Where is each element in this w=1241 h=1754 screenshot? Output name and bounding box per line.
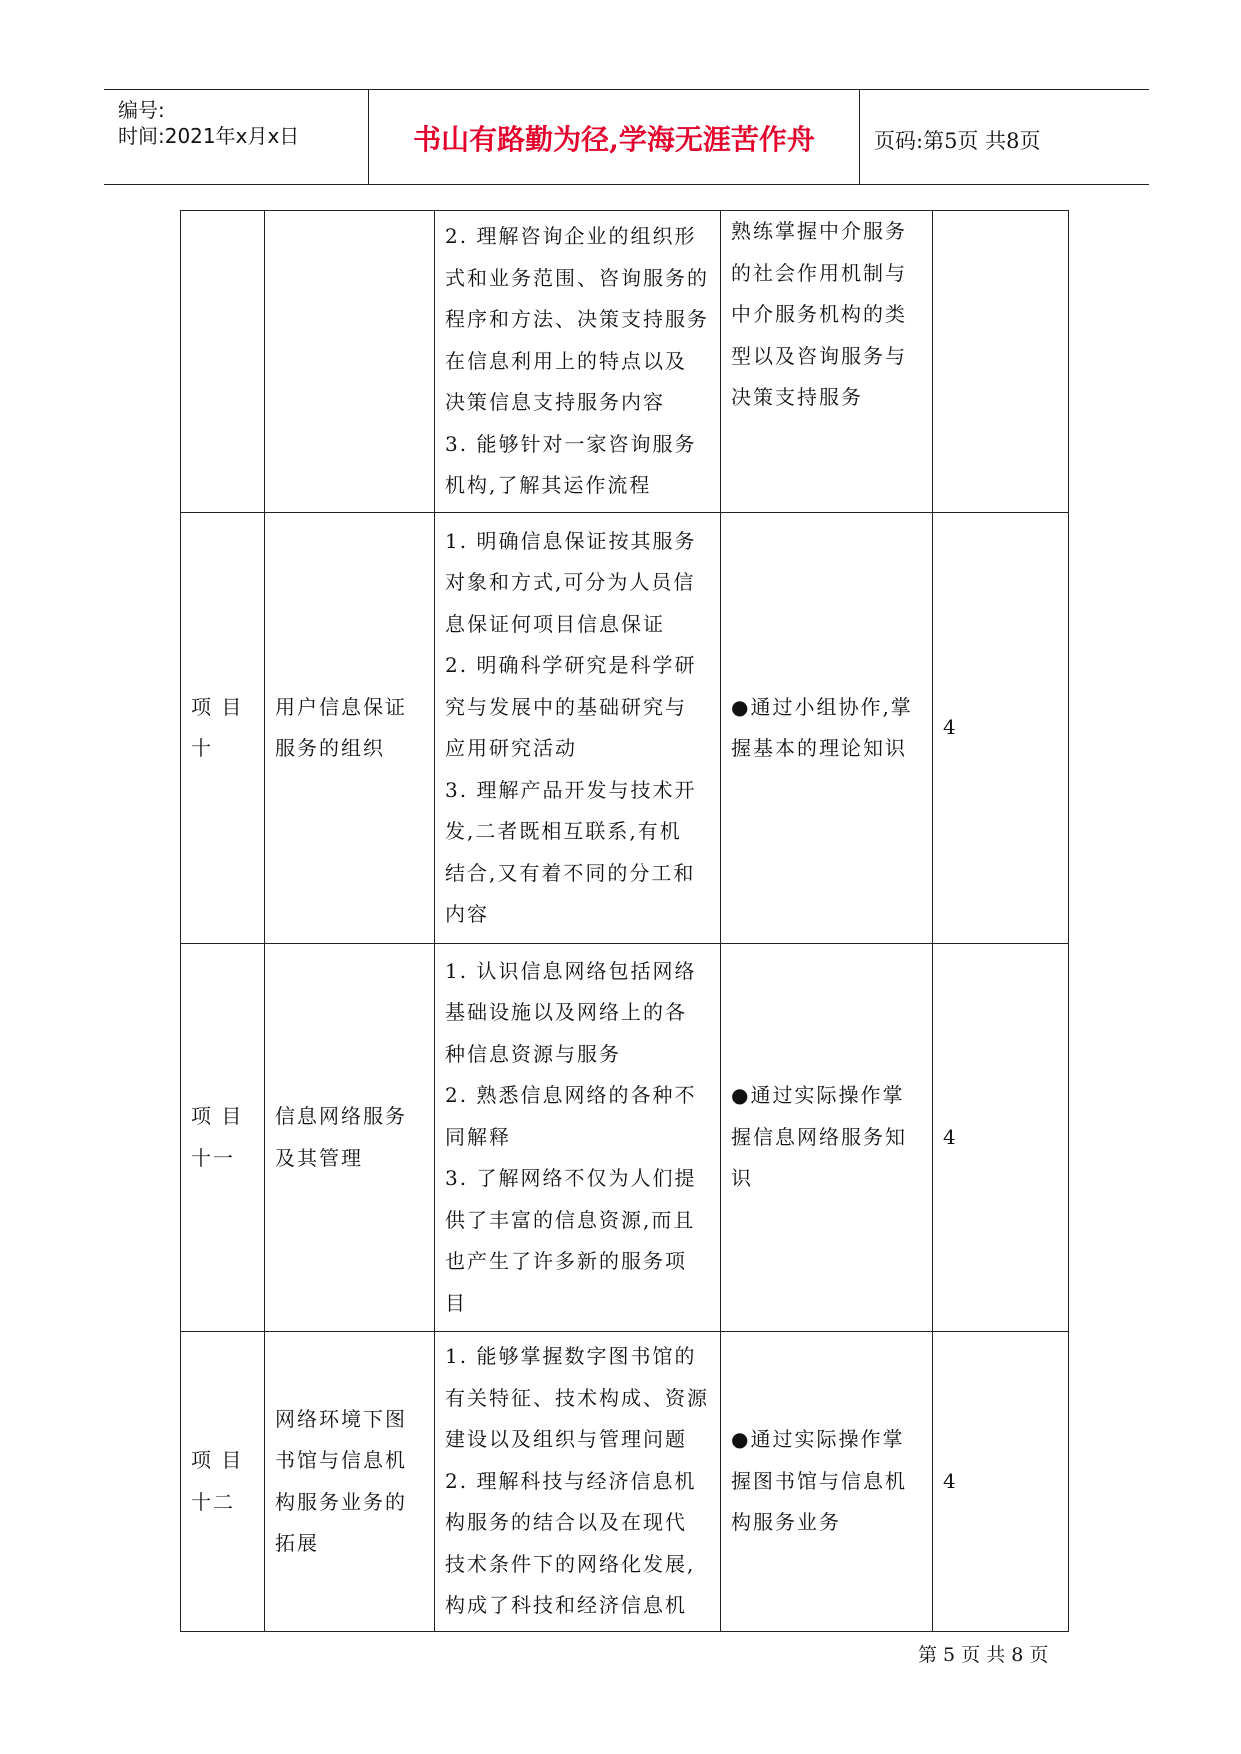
class-hours-value: 4 [943,1468,958,1493]
task-line: 究与发展中的基础研究与 [445,694,687,719]
project-number-line: 项 目 [191,1104,244,1128]
task-line: 3. 了解网络不仅为人们提 [445,1166,697,1191]
project-name-cell: 用户信息保证服务的组织 [265,513,435,944]
class-hours-value: 4 [943,1124,958,1149]
table-row [181,1332,1069,1632]
task-line: 3. 理解产品开发与技术开 [445,777,697,802]
task-line: 也产生了许多新的服务项 [445,1249,687,1274]
task-line: 1. 认识信息网络包括网络 [445,958,697,983]
task-line: 同解释 [445,1124,511,1149]
task-line: 1. 明确信息保证按其服务 [445,528,697,553]
task-line: 式和业务范围、咨询服务的 [445,265,709,290]
task-line: 基础设施以及网络上的各 [445,1000,687,1025]
page-header [104,89,1149,185]
method-line: ●通过小组协作,掌 [731,694,913,719]
method-line: 握图书馆与信息机 [731,1468,907,1493]
method-line: 的社会作用机制与 [731,260,907,285]
project-name-cell: 网络环境下图书馆与信息机构服务业务的拓展 [265,1332,435,1632]
task-line: 结合,又有着不同的分工和 [445,860,696,885]
task-line: 机构,了解其运作流程 [445,473,652,498]
task-line: 技术条件下的网络化发展, [445,1551,696,1576]
method-line: 构服务业务 [731,1510,841,1535]
task-line: 构服务的结合以及在现代 [445,1510,687,1535]
task-line: 目 [445,1290,467,1315]
learning-tasks-cell [435,211,721,513]
method-line: ●通过实际操作掌 [731,1083,905,1108]
method-line: 决策支持服务 [731,385,863,409]
task-line: 内容 [445,902,489,926]
task-line: 2. 明确科学研究是科学研 [445,653,697,677]
task-line: 在信息利用上的特点以及 [445,348,687,373]
teaching-method-cell [721,513,933,944]
table-body [181,211,1069,1632]
method-line: 握基本的理论知识 [731,736,907,760]
project-number-cell [181,211,265,513]
document-time-label: 时间:2021年x月x日 [118,124,300,148]
project-name-cell [265,211,435,513]
method-line: 型以及咨询服务与 [731,343,907,368]
method-line: 握信息网络服务知 [731,1124,907,1149]
class-hours-cell [933,1332,1069,1632]
task-line: 程序和方法、决策支持服务 [445,307,709,332]
teaching-method-cell [721,944,933,1332]
project-name-cell: 信息网络服务及其管理 [265,944,435,1332]
project-number-line: 十 [191,736,213,760]
project-number-cell [181,1332,265,1632]
task-line: 决策信息支持服务内容 [445,390,665,415]
header-page-number: 页码:第5页 共8页 [874,129,1041,153]
project-number-line: 十二 [191,1489,235,1514]
course-content-table [180,210,1069,1632]
teaching-method-cell [721,1332,933,1632]
task-line: 构成了科技和经济信息机 [445,1593,687,1618]
task-line: 2. 理解咨询企业的组织形 [445,224,697,249]
header-right-cell [860,90,1149,184]
table-row [181,513,1069,944]
learning-tasks-cell [435,513,721,944]
task-line: 对象和方式,可分为人员信 [445,570,696,594]
class-hours-value: 4 [943,715,958,740]
task-line: 1. 能够掌握数字图书馆的 [445,1344,697,1369]
class-hours-cell [933,211,1069,513]
project-number-cell [181,513,265,944]
task-line: 有关特征、技术构成、资源 [445,1385,709,1410]
table-row [181,944,1069,1332]
task-line: 发,二者既相互联系,有机 [445,819,682,843]
task-line: 供了丰富的信息资源,而且 [445,1207,696,1232]
header-left-cell [104,90,369,184]
task-line: 应用研究活动 [445,736,577,760]
task-line: 2. 熟悉信息网络的各种不 [445,1083,697,1108]
method-line: 识 [731,1166,753,1191]
task-line: 3. 能够针对一家咨询服务 [445,431,697,456]
project-number-line: 十一 [191,1145,235,1170]
task-line: 息保证何项目信息保证 [445,611,665,636]
task-line: 建设以及组织与管理问题 [445,1427,687,1452]
class-hours-cell [933,513,1069,944]
project-number-line: 项 目 [191,694,244,719]
table-row [181,211,1069,513]
method-line: ●通过实际操作掌 [731,1427,905,1452]
learning-tasks-cell [435,944,721,1332]
method-line: 熟练掌握中介服务 [731,219,907,243]
header-motto: 书山有路勤为径,学海无涯苦作舟 [413,123,815,156]
document-number-label: 编号: [118,98,165,122]
header-middle-cell [369,90,860,184]
task-line: 2. 理解科技与经济信息机 [445,1468,697,1493]
task-line: 种信息资源与服务 [445,1041,621,1066]
class-hours-cell [933,944,1069,1332]
page-footer-number: 第 5 页 共 8 页 [918,1644,1049,1666]
learning-tasks-cell [435,1332,721,1632]
method-line: 中介服务机构的类 [731,302,907,326]
teaching-method-cell [721,211,933,513]
project-number-cell [181,944,265,1332]
project-number-line: 项 目 [191,1448,244,1472]
